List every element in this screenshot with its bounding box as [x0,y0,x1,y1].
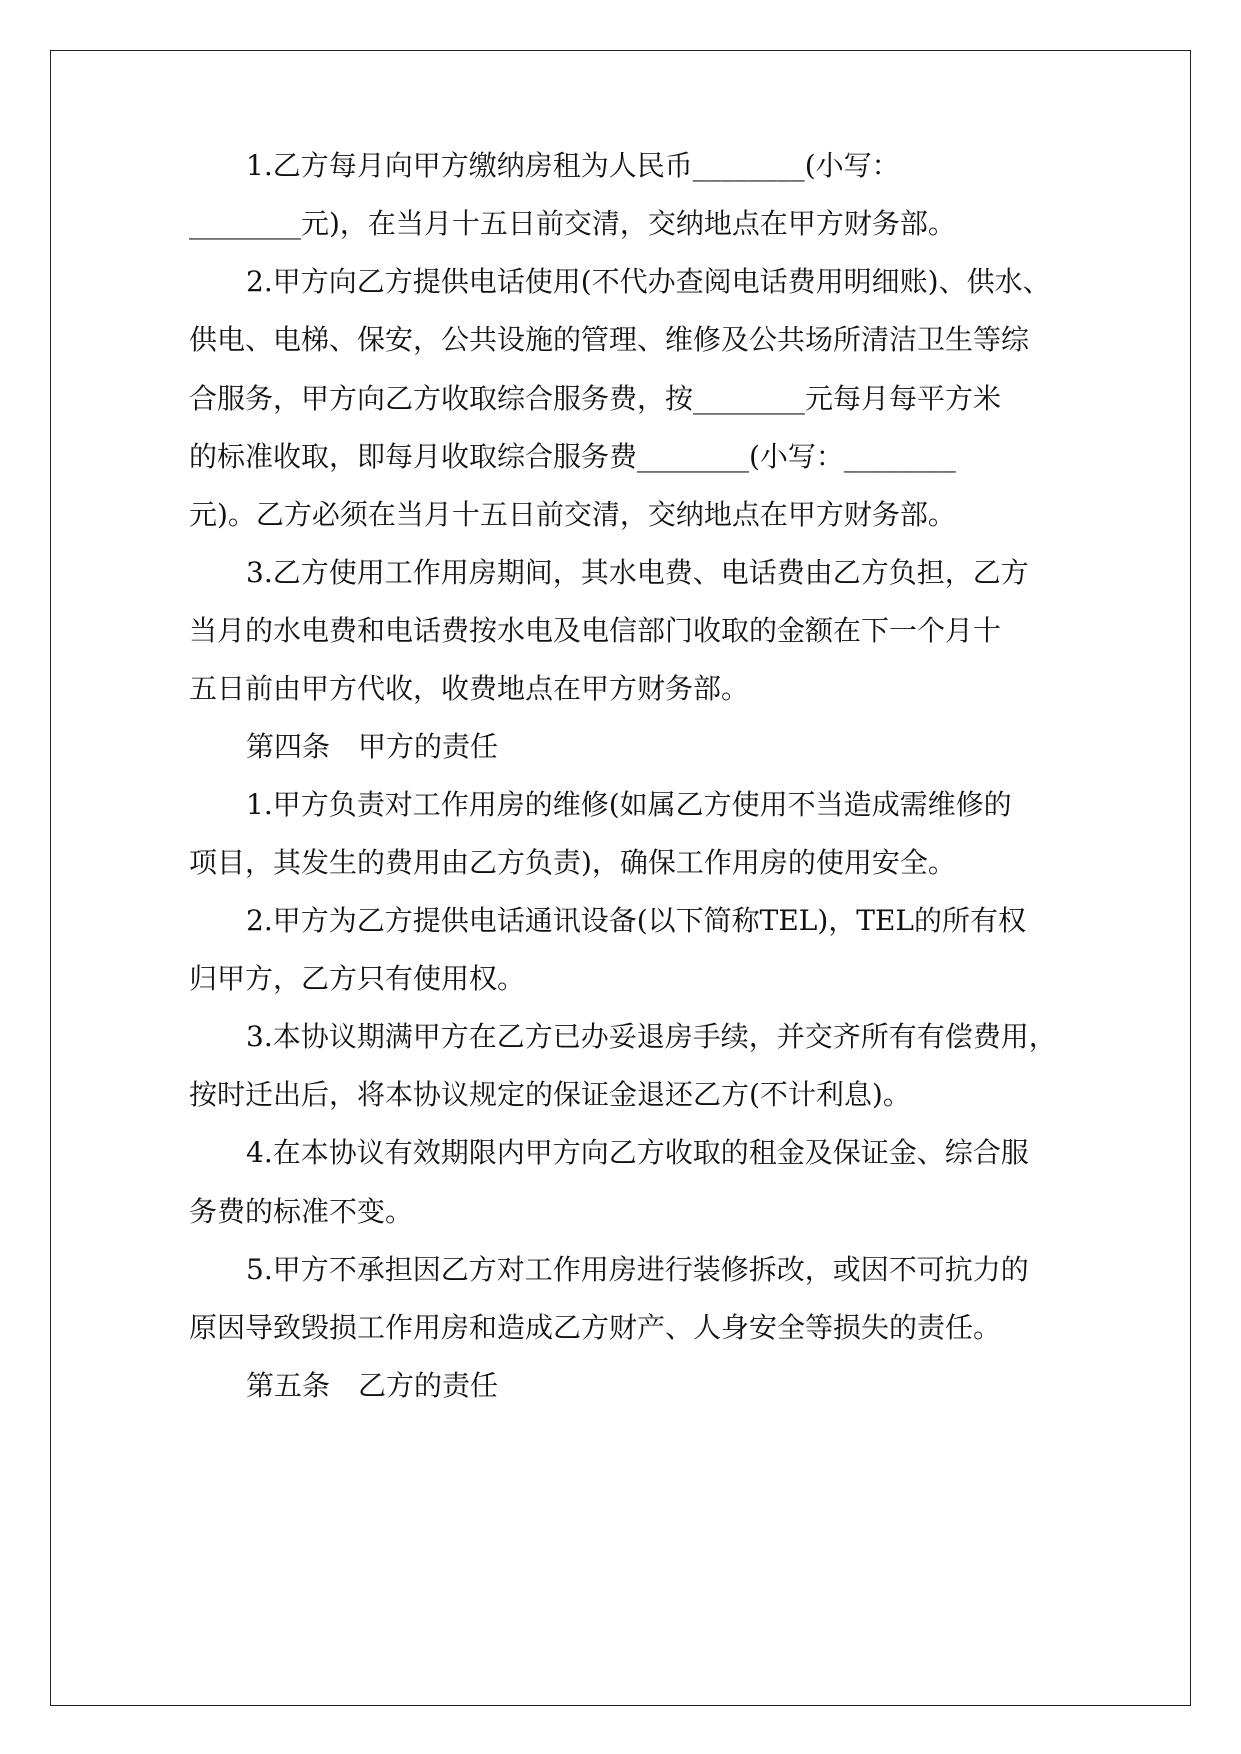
article-4-heading: 第四条 甲方的责任 [246,730,499,763]
article-4-item-3-line-1: 3.本协议期满甲方在乙方已办妥退房手续，并交齐所有有偿费用， [246,1020,1057,1053]
article-4-item-1-line-2: 项目，其发生的费用由乙方负责)，确保工作用房的使用安全。 [189,846,956,879]
article-4-item-4-line-2: 务费的标准不变。 [189,1195,414,1228]
article-4-item-2-line-1: 2.甲方为乙方提供电话通讯设备(以下简称TEL)，TEL的所有权 [246,904,1026,937]
paragraph-service-line-4: 的标准收取，即每月收取综合服务费________(小写：________ [189,440,956,473]
paragraph-utilities-line-1: 3.乙方使用工作用房期间，其水电费、电话费由乙方负担，乙方 [246,556,1029,589]
paragraph-service-line-3: 合服务，甲方向乙方收取综合服务费，按________元每月每平方米 [189,382,1002,415]
article-4-item-4-line-1: 4.在本协议有效期限内甲方向乙方收取的租金及保证金、综合服 [246,1136,1029,1169]
paragraph-rent-line-2: ________元)，在当月十五日前交清，交纳地点在甲方财务部。 [189,207,956,240]
paragraph-service-line-5: 元)。乙方必须在当月十五日前交清，交纳地点在甲方财务部。 [189,498,956,531]
article-4-item-1-line-1: 1.甲方负责对工作用房的维修(如属乙方使用不当造成需维修的 [246,788,1012,821]
article-4-item-3-line-2: 按时迁出后，将本协议规定的保证金退还乙方(不计利息)。 [189,1078,911,1111]
article-4-item-2-line-2: 归甲方，乙方只有使用权。 [189,962,526,995]
paragraph-rent-line-1: 1.乙方每月向甲方缴纳房租为人民币________(小写： [246,149,900,182]
paragraph-service-line-2: 供电、电梯、保安，公共设施的管理、维修及公共场所清洁卫生等综 [189,323,1030,356]
paragraph-service-line-1: 2.甲方向乙方提供电话使用(不代办查阅电话费用明细账)、供水、 [246,265,1051,298]
paragraph-utilities-line-2: 当月的水电费和电话费按水电及电信部门收取的金额在下一个月十 [189,614,1002,647]
article-4-item-5-line-2: 原因导致毁损工作用房和造成乙方财产、人身安全等损失的责任。 [189,1311,1002,1344]
paragraph-utilities-line-3: 五日前由甲方代收，收费地点在甲方财务部。 [189,672,750,705]
article-4-item-5-line-1: 5.甲方不承担因乙方对工作用房进行装修拆改，或因不可抗力的 [246,1253,1029,1286]
article-5-heading: 第五条 乙方的责任 [246,1369,499,1402]
